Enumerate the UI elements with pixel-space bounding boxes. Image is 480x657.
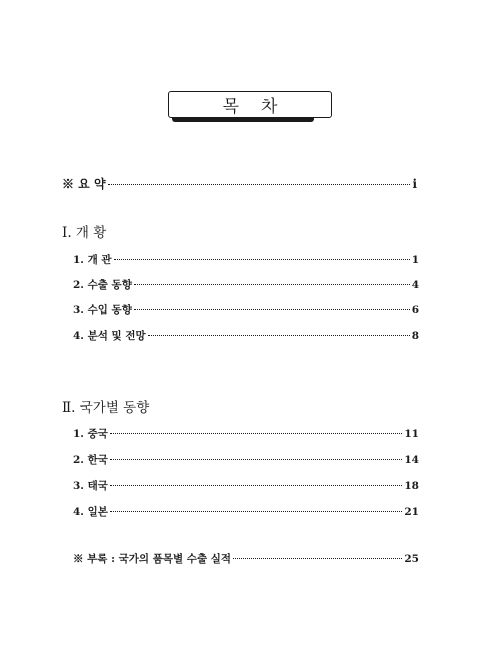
toc-entry-label: 1. 중국 — [73, 428, 108, 440]
toc-entry-page: 8 — [411, 330, 419, 342]
toc-entry[interactable] — [73, 277, 419, 292]
toc-entry[interactable] — [73, 478, 419, 493]
title-char-1: 목 — [222, 97, 261, 117]
toc-entry-page: 11 — [404, 428, 419, 440]
toc-entry-label: 3. 수입 동향 — [73, 304, 132, 316]
toc-entry-label: 2. 한국 — [73, 454, 108, 466]
toc-entry-page: 21 — [404, 506, 419, 518]
dot-leader — [134, 284, 410, 285]
dot-leader — [110, 433, 402, 434]
section-heading-2: Ⅱ. 국가별 동향 — [62, 400, 150, 416]
toc-entry-page: 4 — [411, 279, 419, 291]
toc-entry-label: 2. 수출 동향 — [73, 279, 132, 291]
toc-entry-label: 4. 일본 — [73, 506, 108, 518]
toc-title — [168, 91, 332, 118]
toc-entry-label: 1. 개 관 — [73, 254, 112, 266]
toc-entry-label: 3. 태국 — [73, 480, 108, 492]
dot-leader — [110, 459, 402, 460]
toc-entry[interactable] — [73, 328, 419, 343]
toc-entry[interactable] — [73, 426, 419, 441]
toc-entry[interactable] — [73, 452, 419, 467]
toc-entry-page: 18 — [404, 480, 419, 492]
dot-leader — [108, 184, 411, 185]
toc-entry[interactable] — [73, 252, 419, 267]
toc-entry[interactable] — [73, 302, 419, 317]
dot-leader — [114, 259, 410, 260]
toc-entry-page: 6 — [411, 304, 419, 316]
section-heading-1: Ⅰ. 개 황 — [62, 225, 107, 241]
toc-entry-page: 14 — [404, 454, 419, 466]
dot-leader — [148, 335, 410, 336]
dot-leader — [134, 309, 410, 310]
dot-leader — [233, 558, 402, 559]
toc-entry-label: ※ 요 약 — [62, 177, 106, 191]
dot-leader — [110, 485, 402, 486]
toc-entry-summary[interactable] — [62, 175, 417, 192]
toc-title-box — [168, 91, 313, 121]
title-char-2: 차 — [261, 97, 300, 117]
toc-entry-appendix[interactable] — [73, 551, 419, 566]
toc-entry-page: 25 — [404, 553, 419, 565]
toc-entry-page: i — [412, 177, 417, 191]
toc-entry[interactable] — [73, 504, 419, 519]
toc-entry-page: 1 — [411, 254, 419, 266]
toc-entry-label: ※ 부록 : 국가의 품목별 수출 실적 — [73, 553, 232, 565]
dot-leader — [110, 511, 402, 512]
toc-entry-label: 4. 분석 및 전망 — [73, 330, 146, 342]
